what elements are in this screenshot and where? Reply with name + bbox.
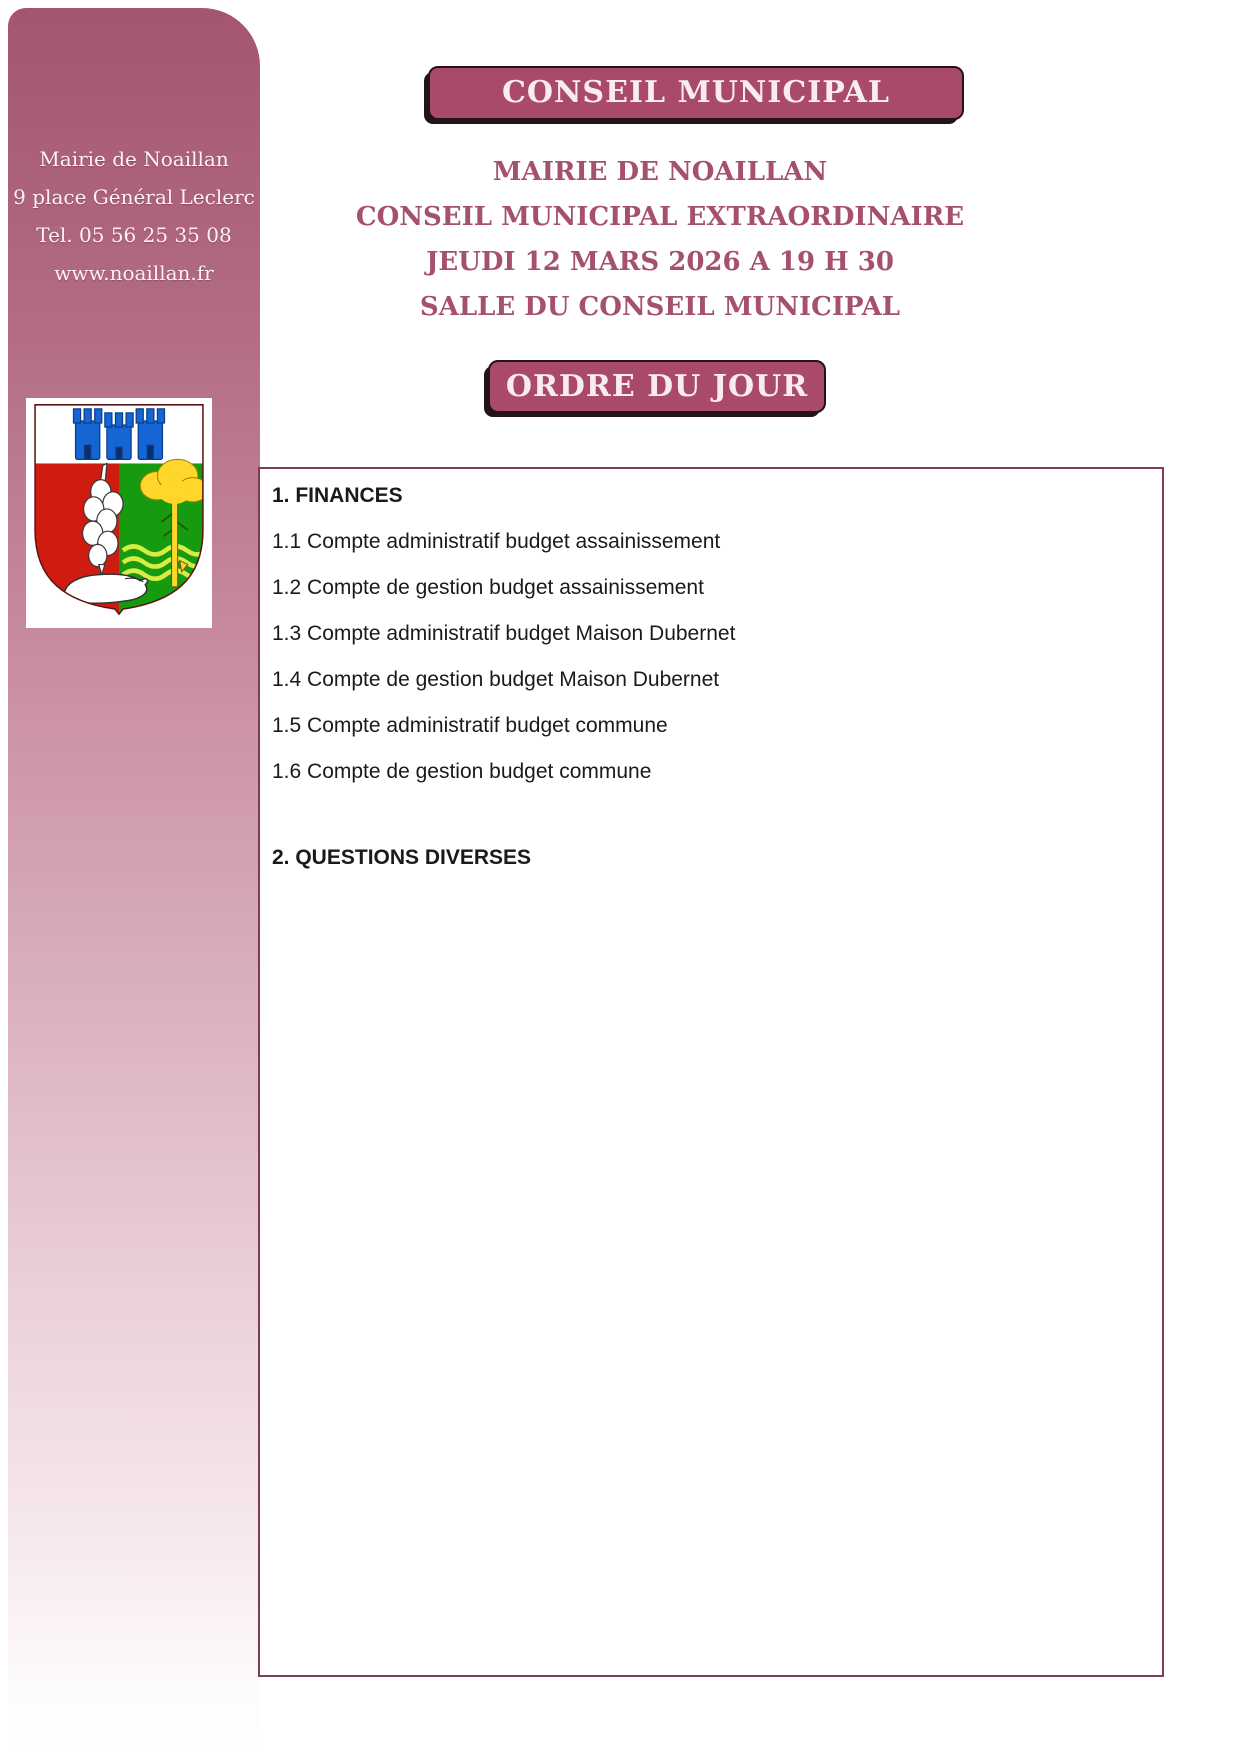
agenda-section-1-title: 1. FINANCES xyxy=(272,484,403,507)
address-line-phone: Tel. 05 56 25 35 08 xyxy=(36,223,232,247)
address-line-street: 9 place Général Leclerc xyxy=(13,185,255,209)
coat-of-arms-shield-icon xyxy=(28,400,210,626)
ordre-du-jour-banner: ORDRE DU JOUR xyxy=(488,360,826,413)
agenda-content-box xyxy=(258,467,1164,1677)
castle-towers-icon xyxy=(74,409,165,460)
noaillan-coat-of-arms xyxy=(26,398,212,628)
meeting-heading xyxy=(330,150,990,330)
heading-line-location: SALLE DU CONSEIL MUNICIPAL xyxy=(419,292,901,322)
agenda-item: 1.5 Compte administratif budget commune xyxy=(272,714,668,737)
address-line-website: www.noaillan.fr xyxy=(54,261,214,285)
agenda-item: 1.3 Compte administratif budget Maison Dubernet xyxy=(272,622,736,645)
address-line-name: Mairie de Noaillan xyxy=(39,147,229,171)
conseil-municipal-banner: CONSEIL MUNICIPAL xyxy=(428,66,964,120)
agenda-item: 1.1 Compte administratif budget assainissement xyxy=(272,530,721,553)
left-sidebar xyxy=(8,8,260,1754)
heading-line-type: CONSEIL MUNICIPAL EXTRAORDINAIRE xyxy=(355,202,965,232)
heading-line-datetime: JEUDI 12 MARS 2026 A 19 H 30 xyxy=(426,247,894,277)
agenda-item: 1.2 Compte de gestion budget assainissement xyxy=(272,576,704,599)
agenda-item: 1.4 Compte de gestion budget Maison Dubernet xyxy=(272,668,720,691)
heading-line-mairie: MAIRIE DE NOAILLAN xyxy=(492,157,828,187)
agenda-item: 1.6 Compte de gestion budget commune xyxy=(272,760,652,783)
agenda-section-2-title: 2. QUESTIONS DIVERSES xyxy=(272,846,532,869)
mairie-address-block xyxy=(8,140,260,292)
